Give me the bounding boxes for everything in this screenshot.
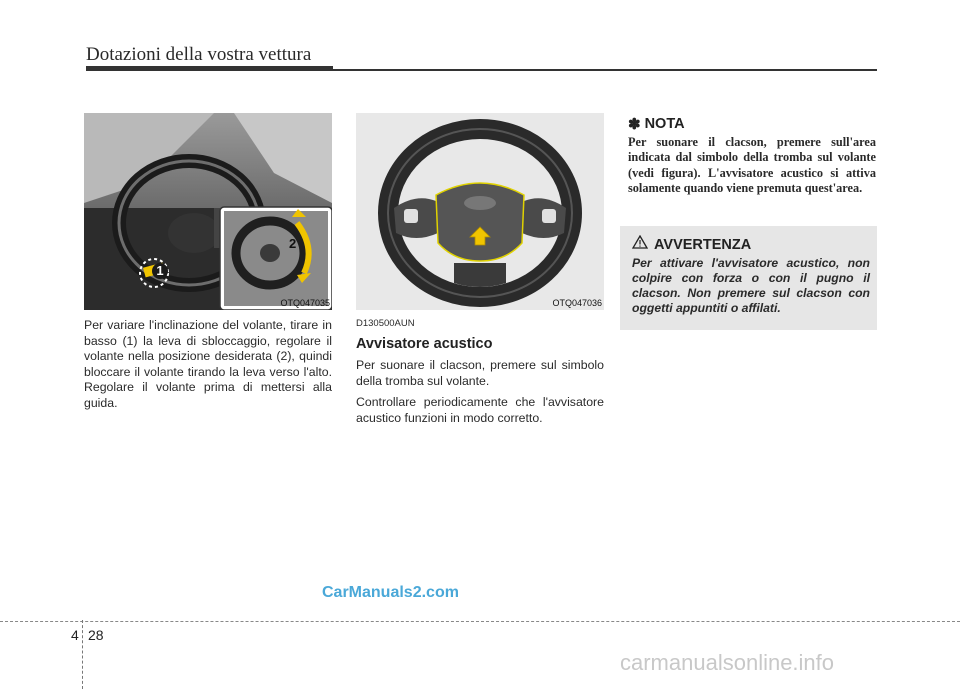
site-watermark: carmanualsonline.info (620, 650, 835, 675)
warning-box (620, 226, 877, 330)
horn-instructions: Per suonare il clacson, premere sul simbolo della tromba sul volante. (356, 358, 604, 388)
chapter-number: 4 (71, 627, 79, 643)
warning-triangle-icon (632, 235, 648, 254)
warning-text: Per attivare l'avvisatore acustico, non colpire con forza o con il pugno il clacson. Non premere sul clacson con oggetti appuntiti o affilati. (632, 256, 870, 315)
asterisk-icon: ✽ (628, 116, 641, 133)
nota-title: NOTA (644, 116, 685, 132)
tilt-instructions: Per variare l'inclinazione del volante, tirare in basso (1) la leva di sbloccaggio, regolare il volante nella posizione desiderata (2), quindi bloccare il volante tirando la leva verso l'alto. Regolare il volante prima di mettersi alla guida. (84, 318, 332, 410)
nota-text: Per suonare il clacson, premere sull'area indicata dal simbolo della tromba sul volante (vedi figura). L'avvisatore acustico si attiva solamente quando viene premuta quest'area. (628, 135, 876, 196)
section-title: Avvisatore acustico (356, 336, 493, 352)
middle-column (356, 113, 604, 426)
steering-wheel-horn-photo (356, 113, 604, 310)
image-code: OTQ047035 (280, 298, 330, 308)
nota-heading (628, 115, 876, 133)
page-header-title: Dotazioni della vostra vettura (86, 44, 312, 65)
page-number-divider (82, 620, 83, 689)
header-rule (86, 66, 333, 71)
page-number: 28 (88, 627, 104, 643)
callout-2: 2 (289, 236, 297, 251)
callout-1: 1 (152, 263, 168, 279)
left-column (84, 113, 332, 412)
footer-divider (0, 621, 960, 622)
image-code: OTQ047036 (552, 298, 602, 308)
watermark-link[interactable]: CarManuals2.com (322, 584, 459, 601)
warning-heading (632, 235, 751, 254)
section-code: D130500AUN (356, 318, 415, 329)
horn-maintenance: Controllare periodicamente che l'avvisatore acustico funzioni in modo corretto. (356, 395, 604, 425)
header-rule-thin (333, 69, 877, 71)
warning-title: AVVERTENZA (654, 236, 752, 253)
right-column (628, 113, 876, 197)
steering-tilt-photo (84, 113, 332, 310)
